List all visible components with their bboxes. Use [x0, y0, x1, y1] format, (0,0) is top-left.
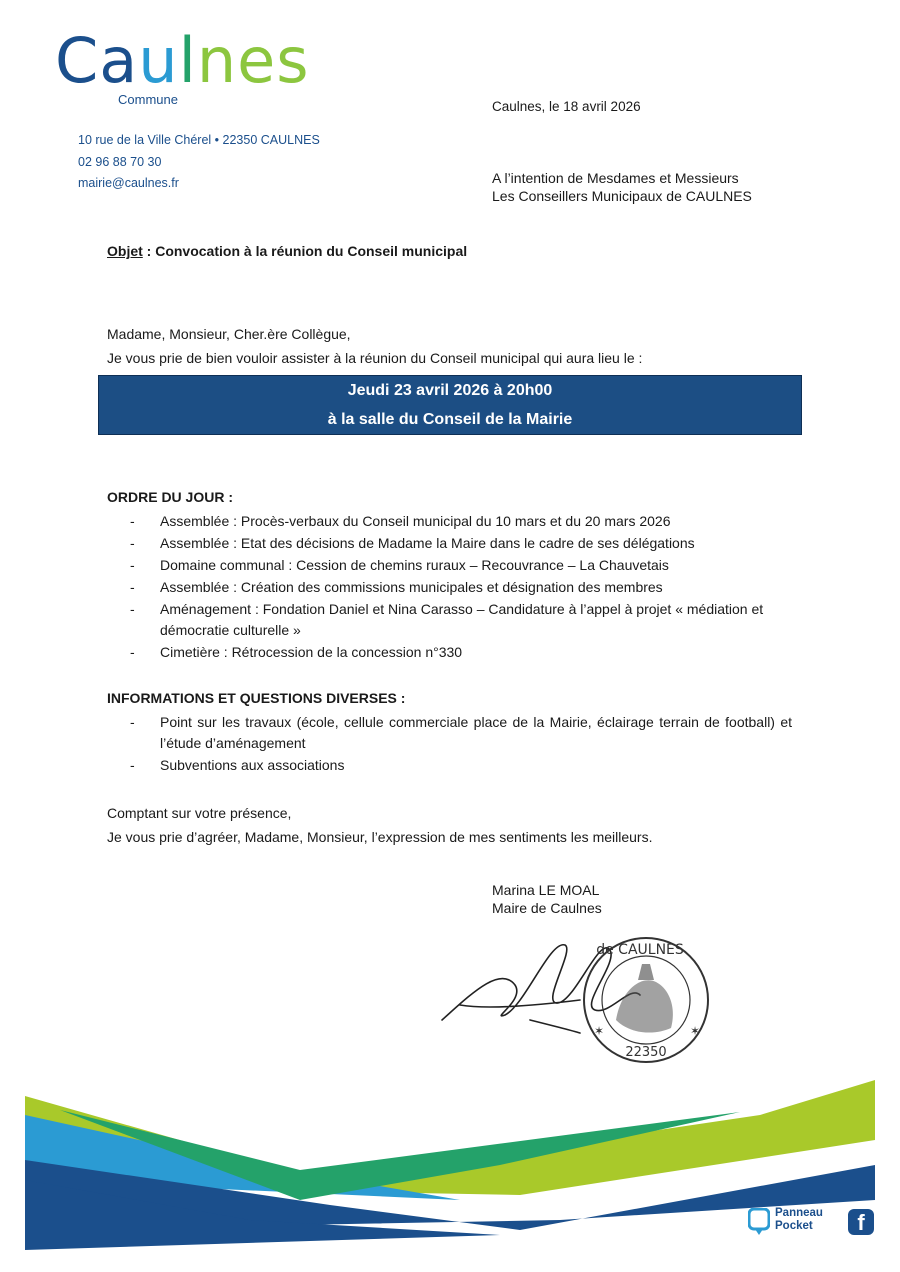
signatory-name: Marina LE MOAL [492, 882, 600, 898]
panneau-pocket-line-1: Panneau [775, 1207, 823, 1219]
agenda-item: - Assemblée : Création des commissions municipales et désignation des membres [130, 577, 792, 598]
meeting-date: Jeudi 23 avril 2026 à 20h00 [347, 382, 553, 399]
subject-label: Objet [107, 243, 143, 259]
logo-letter-l: l [178, 24, 197, 97]
logo-letters-es: es [237, 24, 310, 97]
closing-line-1: Comptant sur votre présence, [107, 805, 292, 821]
agenda-item: - Domaine communal : Cession de chemins ruraux – Recouvrance – La Chauvetais [130, 555, 792, 576]
logo-subtitle: Commune [118, 92, 178, 107]
panneau-pocket-icon[interactable] [748, 1208, 770, 1236]
agenda-item: - Assemblée : Etat des décisions de Madame la Maire dans le cadre de ses délégations [130, 533, 792, 554]
svg-text:✶: ✶ [594, 1024, 605, 1038]
mairie-phone: 02 96 88 70 30 [78, 155, 162, 169]
intro-text: Je vous prie de bien vouloir assister à la réunion du Conseil municipal qui aura lieu le : [107, 350, 643, 366]
info-item: - Subventions aux associations [130, 755, 792, 776]
agenda-title: ORDRE DU JOUR : [107, 489, 234, 505]
signature-and-stamp [430, 925, 730, 1065]
recipient-line-2: Les Conseillers Municipaux de CAULNES [492, 188, 752, 204]
svg-text:✶: ✶ [690, 1024, 701, 1038]
mairie-stamp [584, 938, 708, 1062]
info-item: - Point sur les travaux (école, cellule commerciale place de la Mairie, éclairage terrain de football) et l’étude d’aménagement [130, 712, 792, 754]
stamp-text-top: de CAULNES [596, 942, 684, 958]
meeting-location: à la salle du Conseil de la Mairie [327, 411, 573, 428]
meeting-banner [98, 375, 802, 435]
info-title: INFORMATIONS ET QUESTIONS DIVERSES : [107, 690, 406, 706]
agenda-item: - Assemblée : Procès-verbaux du Conseil municipal du 10 mars et du 20 mars 2026 [130, 511, 792, 532]
agenda-list [130, 511, 792, 664]
closing-line-2: Je vous prie d’agréer, Madame, Monsieur, l’expression de mes sentiments les meilleurs. [107, 829, 653, 845]
footer-waves [0, 1070, 900, 1272]
stamp-text-bottom: 22350 [625, 1045, 667, 1060]
subject-line [107, 243, 467, 259]
info-list [130, 712, 792, 777]
caulnes-logo [55, 24, 310, 97]
agenda-item: - Aménagement : Fondation Daniel et Nina Carasso – Candidature à l’appel à projet « médiation et démocratie culturelle » [130, 599, 792, 641]
recipient-line-1: A l’intention de Mesdames et Messieurs [492, 170, 739, 186]
agenda-item: - Cimetière : Rétrocession de la concession n°330 [130, 642, 792, 663]
subject-text: : Convocation à la réunion du Conseil municipal [142, 243, 468, 259]
logo-letter-u: u [138, 24, 179, 97]
mairie-email[interactable]: mairie@caulnes.fr [78, 176, 179, 190]
logo-letter-n: n [196, 24, 238, 97]
logo-letters-ca: Ca [55, 24, 139, 97]
date-line: Caulnes, le 18 avril 2026 [492, 99, 641, 114]
salutation: Madame, Monsieur, Cher.ère Collègue, [107, 326, 351, 342]
mairie-address: 10 rue de la Ville Chérel • 22350 CAULNES [78, 133, 320, 147]
facebook-icon[interactable]: f [848, 1209, 874, 1235]
signatory-title: Maire de Caulnes [492, 900, 602, 916]
panneau-pocket-label[interactable] [775, 1207, 823, 1233]
panneau-pocket-line-2: Pocket [775, 1220, 813, 1232]
